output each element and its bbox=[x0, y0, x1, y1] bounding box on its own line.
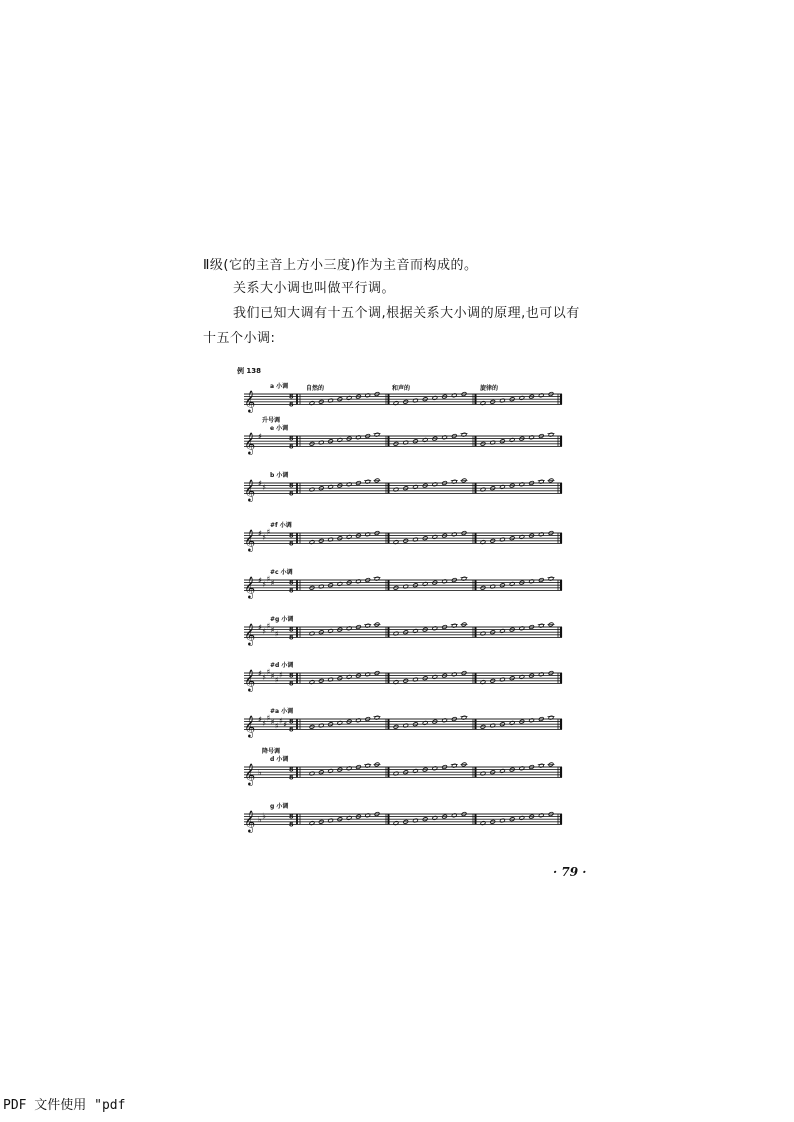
staff bbox=[244, 528, 562, 553]
staff-key-label: #g 小调 bbox=[270, 616, 294, 623]
time-signature: 8 bbox=[289, 489, 294, 498]
time-signature: 8 bbox=[289, 773, 294, 782]
treble-clef-icon: 𝄞 bbox=[244, 669, 256, 692]
key-signature-accidental: ♯ bbox=[279, 716, 283, 726]
text-line-3: 我们已知大调有十五个调,根据关系大小调的原理,也可以有 bbox=[233, 306, 580, 321]
time-signature: 8 bbox=[289, 679, 294, 688]
staff-key-label: #d 小调 bbox=[270, 662, 294, 669]
text-line-4: 十五个小调: bbox=[203, 331, 276, 346]
time-signature: 8 bbox=[289, 717, 294, 726]
treble-clef-icon: 𝄞 bbox=[244, 479, 256, 502]
time-signature: 8 bbox=[289, 434, 294, 443]
key-group-label: 降号调 bbox=[262, 748, 281, 755]
key-signature-accidental: ♯ bbox=[258, 623, 262, 632]
key-signature-accidental: ♯ bbox=[266, 713, 271, 723]
key-signature-accidental: ♯ bbox=[258, 529, 262, 538]
staff bbox=[244, 810, 562, 833]
footer-note: PDF 文件使用 "pdf bbox=[3, 1098, 126, 1113]
staff-key-label: b 小调 bbox=[270, 472, 289, 479]
staff bbox=[244, 390, 562, 413]
staff bbox=[244, 622, 562, 647]
staff-key-label: g 小调 bbox=[270, 803, 289, 810]
time-signature: 8 bbox=[289, 820, 294, 829]
time-signature: 8 bbox=[289, 586, 294, 595]
staff bbox=[244, 432, 562, 455]
key-signature-accidental: ♯ bbox=[270, 578, 275, 588]
key-signature-accidental: ♯ bbox=[266, 621, 271, 631]
key-signature-accidental: ♯ bbox=[266, 574, 271, 584]
key-signature-accidental: ♯ bbox=[274, 721, 279, 731]
key-signature-accidental: ♯ bbox=[266, 667, 271, 677]
treble-clef-icon: 𝄞 bbox=[244, 432, 256, 455]
key-signature-accidental: ♯ bbox=[262, 579, 267, 589]
staff bbox=[244, 714, 562, 739]
text-line-2: 关系大小调也叫做平行调。 bbox=[233, 281, 396, 296]
time-signature: 8 bbox=[289, 539, 294, 548]
key-signature-accidental: ♯ bbox=[279, 670, 283, 680]
treble-clef-icon: 𝄞 bbox=[244, 810, 256, 833]
example-label: 例 138 bbox=[237, 367, 262, 375]
column-label: 旋律的 bbox=[480, 385, 499, 392]
time-signature: 8 bbox=[289, 400, 294, 409]
staff-key-label: #f 小调 bbox=[270, 522, 292, 529]
staff bbox=[244, 668, 562, 693]
key-signature-accidental: ♯ bbox=[258, 479, 262, 488]
staff bbox=[244, 762, 562, 786]
column-label: 和声的 bbox=[392, 385, 411, 392]
time-signature: 8 bbox=[289, 481, 294, 490]
key-signature-accidental: ♯ bbox=[274, 675, 279, 685]
key-signature-accidental: ♯ bbox=[262, 482, 267, 492]
treble-clef-icon: 𝄞 bbox=[244, 715, 256, 738]
staff-key-label: e 小调 bbox=[270, 425, 289, 432]
treble-clef-icon: 𝄞 bbox=[244, 390, 256, 413]
time-signature: 8 bbox=[289, 765, 294, 774]
key-signature-accidental: ♭ bbox=[262, 811, 266, 821]
staff bbox=[244, 575, 562, 600]
key-signature-accidental: ♯ bbox=[258, 669, 262, 678]
page-number: · 79 · bbox=[553, 865, 587, 879]
treble-clef-icon: 𝄞 bbox=[244, 576, 256, 599]
time-signature: 8 bbox=[289, 671, 294, 680]
time-signature: 8 bbox=[289, 442, 294, 451]
staff-key-label: #c 小调 bbox=[270, 569, 293, 576]
key-signature-accidental: ♯ bbox=[258, 432, 262, 441]
time-signature: 8 bbox=[289, 812, 294, 821]
staff bbox=[244, 478, 562, 502]
treble-clef-icon: 𝄞 bbox=[244, 623, 256, 646]
staff-key-label: d 小调 bbox=[270, 756, 289, 763]
key-signature-accidental: ♭ bbox=[258, 815, 262, 825]
key-signature-accidental: ♯ bbox=[270, 671, 275, 681]
staff-key-label: #a 小调 bbox=[270, 708, 294, 715]
key-signature-accidental: ♯ bbox=[258, 576, 262, 585]
treble-clef-icon: 𝄞 bbox=[244, 763, 256, 786]
key-signature-accidental: ♯ bbox=[270, 717, 275, 727]
key-signature-accidental: ♯ bbox=[262, 672, 267, 682]
key-signature-accidental: ♯ bbox=[258, 715, 262, 724]
key-signature-accidental: ♯ bbox=[283, 720, 288, 730]
time-signature: 8 bbox=[289, 625, 294, 634]
key-signature-accidental: ♭ bbox=[258, 768, 262, 778]
staff-key-label: a 小调 bbox=[270, 383, 289, 390]
time-signature: 8 bbox=[289, 392, 294, 401]
time-signature: 8 bbox=[289, 531, 294, 540]
time-signature: 8 bbox=[289, 633, 294, 642]
time-signature: 8 bbox=[289, 578, 294, 587]
time-signature: 8 bbox=[289, 725, 294, 734]
key-signature-accidental: ♯ bbox=[262, 626, 267, 636]
column-label: 自然的 bbox=[306, 385, 325, 392]
treble-clef-icon: 𝄞 bbox=[244, 529, 256, 552]
key-signature-accidental: ♯ bbox=[262, 532, 267, 542]
key-signature-accidental: ♯ bbox=[262, 718, 267, 728]
key-signature-accidental: ♯ bbox=[270, 625, 275, 635]
key-signature-accidental: ♯ bbox=[266, 527, 271, 537]
text-line-1: Ⅱ级(它的主音上方小三度)作为主音而构成的。 bbox=[203, 258, 478, 273]
key-group-label: 升号调 bbox=[262, 417, 281, 424]
key-signature-accidental: ♯ bbox=[274, 629, 279, 639]
